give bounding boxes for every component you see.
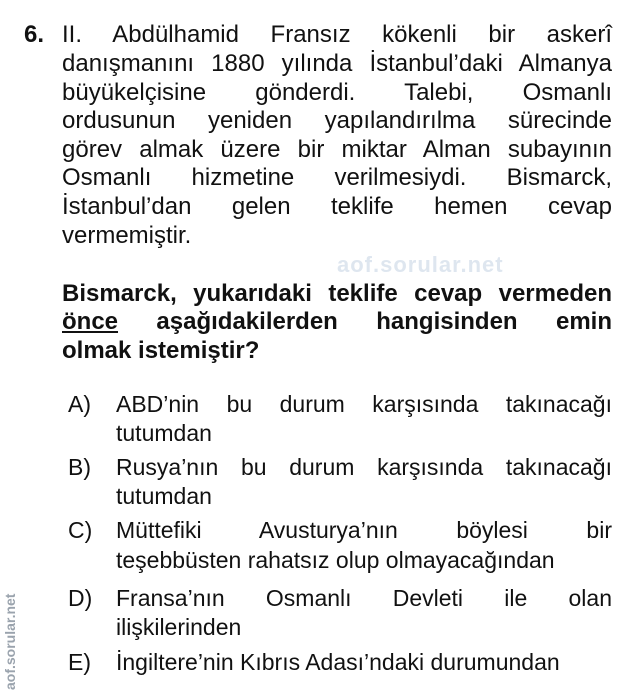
option-label: E): [68, 649, 91, 675]
stem-line: danışmanını 1880 yılında İstanbul’daki Almanya: [62, 50, 612, 77]
prompt-rest: aşağıdakilerden hangisinden emin: [156, 308, 612, 335]
option-text: ABD’nin bu durum karşısında takınacağı: [116, 391, 612, 417]
option-text: İngiltere’nin Kıbrıs Adası’ndaki durumundan: [116, 649, 560, 675]
option-text: Rusya’nın bu durum karşısında takınacağı: [116, 454, 612, 480]
option-text: ilişkilerinden: [116, 614, 242, 640]
stem-line: vermemiştir.: [62, 222, 192, 249]
stem-line: görev almak üzere bir miktar Alman subayının: [62, 136, 612, 163]
option-text: tutumdan: [116, 483, 212, 509]
option-text: tutumdan: [116, 420, 212, 446]
watermark: aof.sorular.net: [337, 252, 504, 277]
prompt-line: Bismarck, yukarıdaki teklife cevap vermeden: [62, 280, 612, 307]
stem-line: ordusunun yeniden yapılandırılma sürecinde: [62, 107, 612, 134]
prompt-underlined: önce: [62, 308, 119, 335]
stem-line: Osmanlı hizmetine verilmesiydi. Bismarck,: [62, 164, 612, 191]
option-text: Müttefiki Avusturya’nın böylesi bir: [116, 517, 612, 543]
side-watermark: aof.sorular.net: [2, 593, 18, 690]
option-text: Fransa’nın Osmanlı Devleti ile olan: [116, 585, 612, 611]
prompt-line: [62, 308, 612, 336]
option-label: D): [68, 585, 93, 611]
stem-line: II. Abdülhamid Fransız kökenli bir askerî: [62, 21, 612, 48]
option-text: teşebbüsten rahatsız olup olmayacağından: [116, 547, 555, 573]
prompt-line: olmak istemiştir?: [62, 337, 260, 364]
option-label: A): [68, 391, 91, 417]
stem-line: İstanbul’dan gelen teklife hemen cevap: [62, 193, 612, 220]
stem-line: büyükelçisine gönderdi. Talebi, Osmanlı: [62, 79, 612, 106]
option-label: B): [68, 454, 91, 480]
option-label: C): [68, 517, 93, 543]
question-number: 6.: [24, 21, 45, 48]
